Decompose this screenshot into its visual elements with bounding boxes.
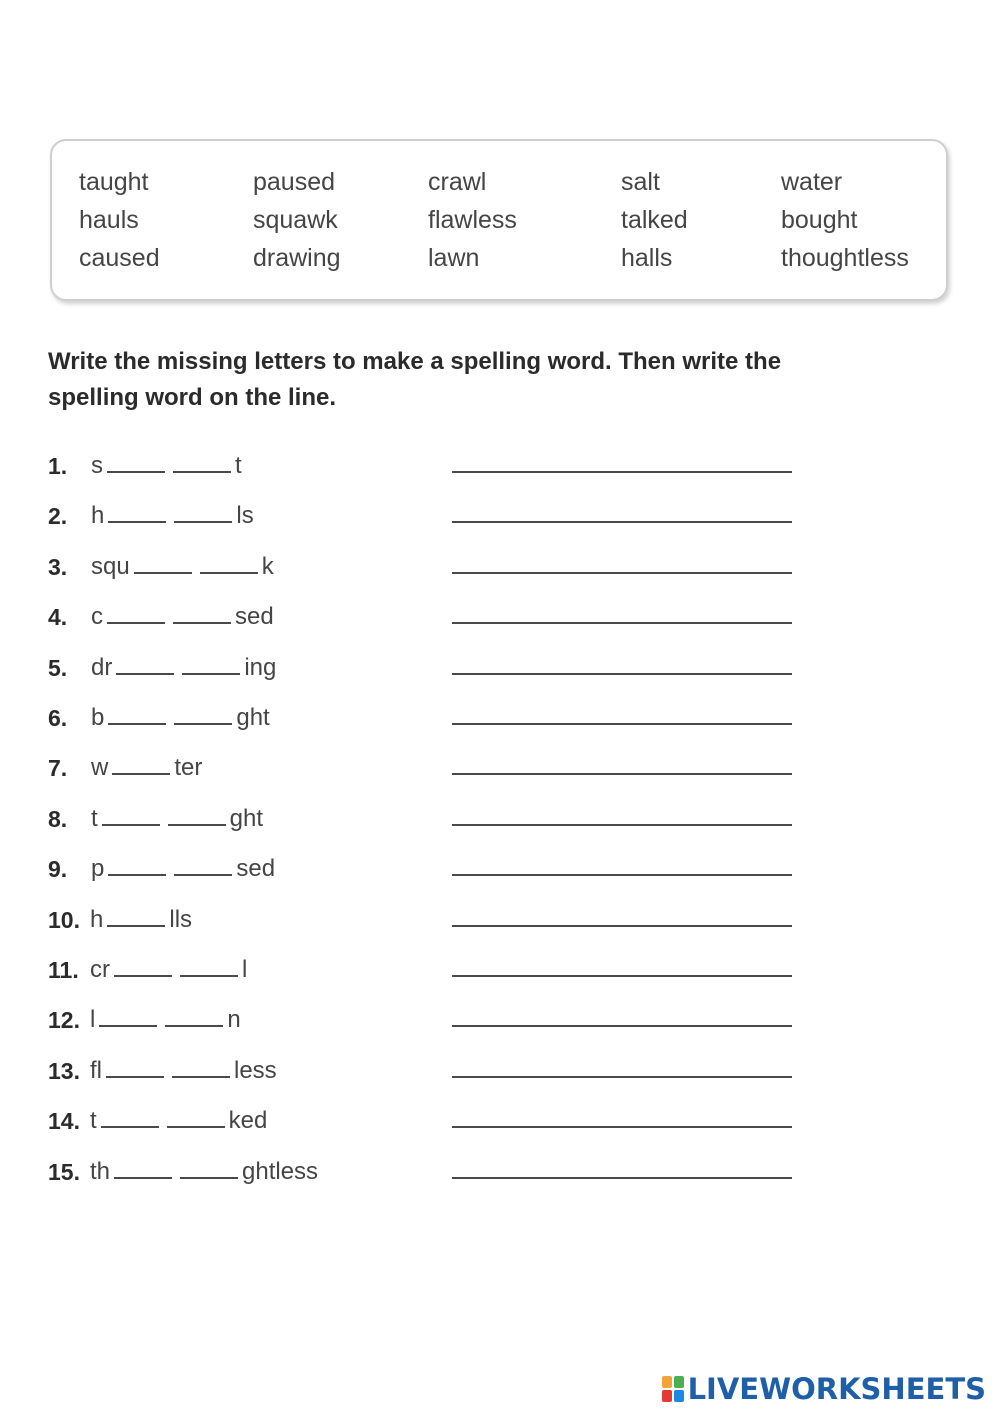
missing-letter-blank[interactable] bbox=[180, 1159, 238, 1179]
word-puzzle bbox=[90, 907, 192, 933]
exercise-number: 3. bbox=[48, 553, 68, 580]
word-start: th bbox=[90, 1157, 111, 1185]
word-bank-word: hauls bbox=[79, 206, 139, 234]
word-bank-word: paused bbox=[253, 168, 336, 196]
word-puzzle bbox=[91, 655, 276, 681]
exercise-row bbox=[48, 852, 808, 886]
missing-letter-blank[interactable] bbox=[134, 554, 192, 574]
word-end: l bbox=[242, 956, 248, 983]
logo-square bbox=[662, 1390, 672, 1402]
word-end: ght bbox=[229, 804, 264, 832]
missing-letter-blank[interactable] bbox=[172, 1058, 230, 1078]
exercise-number: 10. bbox=[48, 906, 80, 933]
word-puzzle bbox=[91, 705, 270, 731]
word-bank-word: lawn bbox=[428, 244, 480, 272]
liveworksheets-brand bbox=[662, 1372, 986, 1406]
word-start: b bbox=[91, 704, 105, 731]
word-puzzle bbox=[91, 604, 274, 630]
word-bank-word: flawless bbox=[428, 206, 517, 234]
answer-line[interactable] bbox=[452, 975, 792, 977]
missing-letter-blank[interactable] bbox=[168, 806, 226, 826]
instructions-line-2: spelling word on the line. bbox=[48, 384, 337, 411]
exercise-number: 9. bbox=[48, 856, 68, 883]
exercise-number: 15. bbox=[48, 1158, 80, 1185]
word-puzzle bbox=[91, 755, 202, 781]
missing-letter-blank[interactable] bbox=[107, 604, 165, 624]
word-end: n bbox=[227, 1006, 241, 1034]
exercise-row bbox=[48, 550, 808, 584]
word-bank-word: water bbox=[781, 168, 843, 196]
missing-letter-blank[interactable] bbox=[114, 957, 172, 977]
word-start: l bbox=[90, 1006, 96, 1034]
missing-letter-blank[interactable] bbox=[114, 1159, 172, 1179]
word-start: s bbox=[91, 452, 103, 479]
answer-line[interactable] bbox=[452, 874, 792, 876]
exercise-row bbox=[48, 903, 808, 937]
word-end: ghtless bbox=[242, 1157, 319, 1185]
exercise-number: 5. bbox=[48, 654, 68, 681]
word-start: cr bbox=[90, 956, 110, 983]
brand-name: LIVEWORKSHEETS bbox=[687, 1372, 986, 1406]
word-end: k bbox=[261, 552, 274, 580]
missing-letter-blank[interactable] bbox=[174, 856, 232, 876]
missing-letter-blank[interactable] bbox=[182, 655, 240, 675]
answer-line[interactable] bbox=[452, 471, 792, 473]
answer-line[interactable] bbox=[452, 572, 792, 574]
word-bank-word: squawk bbox=[253, 206, 338, 234]
missing-letter-blank[interactable] bbox=[174, 705, 232, 725]
word-puzzle bbox=[91, 453, 242, 479]
answer-line[interactable] bbox=[452, 925, 792, 927]
word-start: dr bbox=[91, 653, 113, 681]
missing-letter-blank[interactable] bbox=[107, 453, 165, 473]
exercise-number: 7. bbox=[48, 755, 68, 782]
exercise-number: 8. bbox=[48, 805, 68, 832]
word-start: fl bbox=[90, 1056, 102, 1084]
answer-line[interactable] bbox=[452, 1076, 792, 1078]
word-start: squ bbox=[91, 552, 130, 580]
word-bank-word: salt bbox=[621, 168, 660, 196]
word-puzzle bbox=[91, 856, 275, 882]
missing-letter-blank[interactable] bbox=[102, 806, 160, 826]
exercise-number: 4. bbox=[48, 604, 68, 631]
exercise-row bbox=[48, 1003, 808, 1037]
missing-letter-blank[interactable] bbox=[108, 705, 166, 725]
exercise-row bbox=[48, 953, 808, 987]
exercise-number: 2. bbox=[48, 503, 68, 530]
word-end: sed bbox=[235, 603, 274, 631]
missing-letter-blank[interactable] bbox=[101, 1108, 159, 1128]
exercise-number: 1. bbox=[48, 453, 68, 479]
word-end: ked bbox=[228, 1107, 268, 1135]
word-puzzle bbox=[90, 1108, 267, 1134]
word-puzzle bbox=[91, 503, 254, 529]
exercise-number: 11. bbox=[48, 957, 79, 983]
missing-letter-blank[interactable] bbox=[165, 1007, 223, 1027]
missing-letter-blank[interactable] bbox=[167, 1108, 225, 1128]
logo-square bbox=[674, 1376, 684, 1388]
word-puzzle bbox=[91, 554, 274, 580]
exercise-row bbox=[48, 651, 808, 685]
word-puzzle bbox=[90, 1058, 277, 1084]
missing-letter-blank[interactable] bbox=[173, 453, 231, 473]
exercise-row bbox=[48, 701, 808, 735]
missing-letter-blank[interactable] bbox=[99, 1007, 157, 1027]
exercise-row bbox=[48, 802, 808, 836]
word-end: ls bbox=[236, 502, 254, 530]
instructions bbox=[48, 344, 928, 416]
word-bank-box bbox=[50, 139, 948, 301]
word-start: t bbox=[91, 804, 98, 832]
answer-line[interactable] bbox=[452, 1177, 792, 1179]
word-puzzle bbox=[91, 806, 263, 832]
exercise-number: 12. bbox=[48, 1007, 80, 1034]
instructions-line-1: Write the missing letters to make a spelling word. Then write the bbox=[48, 348, 782, 375]
word-bank-word: bought bbox=[781, 206, 858, 234]
word-end: lls bbox=[169, 905, 193, 933]
word-end: ter bbox=[174, 754, 203, 782]
exercise-number: 13. bbox=[48, 1057, 80, 1084]
missing-letter-blank[interactable] bbox=[174, 503, 232, 523]
missing-letter-blank[interactable] bbox=[107, 907, 165, 927]
missing-letter-blank[interactable] bbox=[108, 856, 166, 876]
exercise-row bbox=[48, 1104, 808, 1138]
word-start: t bbox=[90, 1107, 97, 1135]
answer-line[interactable] bbox=[452, 673, 792, 675]
answer-line[interactable] bbox=[452, 824, 792, 826]
word-end: ght bbox=[236, 704, 270, 731]
word-end: t bbox=[235, 452, 242, 479]
missing-letter-blank[interactable] bbox=[106, 1058, 164, 1078]
answer-line[interactable] bbox=[452, 1126, 792, 1128]
word-puzzle bbox=[90, 957, 247, 983]
word-bank-word: thoughtless bbox=[781, 244, 909, 272]
word-puzzle bbox=[90, 1007, 241, 1033]
logo-square bbox=[674, 1390, 684, 1402]
word-end: less bbox=[234, 1056, 277, 1084]
word-start: h bbox=[91, 502, 105, 530]
missing-letter-blank[interactable] bbox=[173, 604, 231, 624]
answer-line[interactable] bbox=[452, 521, 792, 523]
word-start: w bbox=[91, 754, 109, 782]
word-bank-word: taught bbox=[79, 168, 149, 196]
exercise-number: 14. bbox=[48, 1108, 80, 1135]
exercise-row bbox=[48, 499, 808, 533]
missing-letter-blank[interactable] bbox=[108, 503, 166, 523]
missing-letter-blank[interactable] bbox=[200, 554, 258, 574]
word-bank-word: crawl bbox=[428, 168, 487, 196]
word-end: sed bbox=[236, 855, 276, 883]
answer-line[interactable] bbox=[452, 622, 792, 624]
exercise-row bbox=[48, 1054, 808, 1088]
exercise-row bbox=[48, 600, 808, 634]
answer-line[interactable] bbox=[452, 773, 792, 775]
answer-line[interactable] bbox=[452, 1025, 792, 1027]
missing-letter-blank[interactable] bbox=[116, 655, 174, 675]
word-puzzle bbox=[90, 1159, 318, 1185]
logo-square bbox=[662, 1376, 672, 1388]
exercise-row bbox=[48, 751, 808, 785]
word-bank-word: talked bbox=[621, 206, 688, 234]
word-start: c bbox=[91, 603, 103, 631]
word-start: p bbox=[91, 855, 105, 883]
exercise-row bbox=[48, 449, 808, 483]
liveworksheets-logo-icon bbox=[662, 1376, 684, 1402]
word-bank-word: drawing bbox=[253, 244, 341, 272]
word-bank-word: halls bbox=[621, 244, 673, 272]
missing-letter-blank[interactable] bbox=[180, 957, 238, 977]
missing-letter-blank[interactable] bbox=[112, 755, 170, 775]
exercise-number: 6. bbox=[48, 705, 68, 731]
word-bank-word: caused bbox=[79, 244, 160, 272]
word-start: h bbox=[90, 905, 104, 933]
word-end: ing bbox=[244, 653, 277, 681]
answer-line[interactable] bbox=[452, 723, 792, 725]
exercise-row bbox=[48, 1155, 808, 1189]
